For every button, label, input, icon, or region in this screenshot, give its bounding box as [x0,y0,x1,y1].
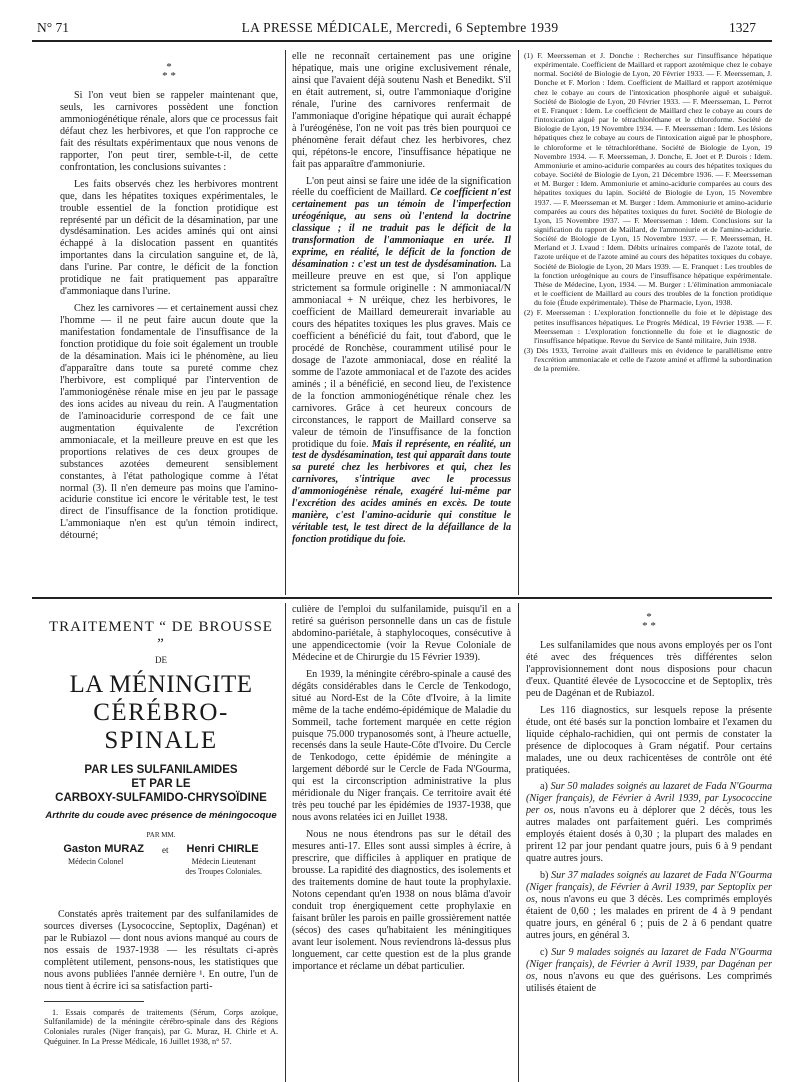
paragraph: Si l'on veut bien se rappeler maintenant que, seuls, les carnivores possèdent une fonction ammoniogénétique rénale, alors que ce processus fait défaut chez les herbivores, et que l'on rapproche ce fait des résultats expérimentaux que nous venons de rapporter, l'on peut tirer, semble-t-il, de cette confrontation, les conclusions suivantes : [60,90,278,173]
footnote [44,1008,278,1047]
top-column-3-references [524,51,772,596]
article-subtitle-arthritis: Arthrite du coude avec présence de méningocoque [45,810,277,821]
intro-paragraph: Constatés après traitement par des sulfanilamides de sources diverses (Lysococcine, Septoplix, Dagénan) et par le Rubiazol — dont nous avions manqué au cours de nos essais de 1937-1938 — les résultats ci-après complètent utilement, pensons-nous, les statistiques que nous avons publiées l'année dernière ¹. En outre, l'un de nous tient à écrire ici sa satisfaction parti- [44,909,278,992]
column-divider [518,603,519,1082]
intro-paragraph-wrap [44,909,278,993]
author-affiliations [68,857,262,876]
bottom-column-2 [292,604,511,1082]
article-title-line1: TRAITEMENT “ DE BROUSSE ” [49,619,273,652]
article-subtitle: CARBOXY-SULFAMIDO-CHRYSOÏDINE [55,792,267,804]
author-name: Henri CHIRLE [186,843,259,855]
article-subtitle: ET PAR LE [131,778,191,790]
case-a [526,781,772,865]
paragraph: Chez les carnivores — et certainement aussi chez l'homme — il ne peut faire aucun doute que la manifestation fondamentale de l'insuffisance de la fonction protidique du foie soit également un trouble de la désamination. Mais ici le phénomène, au lieu d'apparaître dans toute sa pureté comme chez l'herbivore, est compliqué par l'intervention de l'ammoniogénèse rénale mise en jeu par le passage des ions acides au niveau du rein. A l'augmentation de l'aminoacidurie correspond de ce fait une augmentation équivalente de l'excrétion ammoniacale, et la meilleure preuve en est que les proportions relatives de ces deux groupes de substances azotées demeurent sensiblement constantes, à l'état pathologique comme à l'état normal (3). Il n'en demeure pas moins que l'amino-acidurie constitue ici encore le véritable test, le test direct de l'insuffisance de la fonction protidique. L'ammoniaque n'en est qu'un témoin indirect, détourné; [60,303,278,542]
issue-number: N° 71 [37,20,70,35]
section-separator [32,597,772,599]
case-rest: nous n'avons eu que 3 décès. Les comprimés employés étaient de 0,60 ; les malades en prirent de 4 à 9 pendant quatre jours, en général 6 ; puis de 2 à 6 pendant quatre autres jours, en général 3. [526,894,772,941]
text-run: La meilleure preuve en est que, si l'on applique strictement sa formule originelle : N ammoniacal/N ammoniacal + N uréique, chez les herbivores, le coefficient de Maillard demeurerait invariable au cours des hépatites toxiques les plus graves. Mais ce coefficient a bénéficié du fait, tout d'abord, que le procédé de Ronchèse, couramment utilisé pour le dosage de l'azote ammoniacal, dose en réalité la somme de l'azote ammoniacal et de l'azote des acides aminés ; il a bénéficié, en second lieu, de l'existence de la fonction ammoniogénétique rénale chez les carnivores. Grâce à cet heureux concours de circonstances, le rapport de Maillard conserve sa valeur de témoin de l'insuffisance de la fonction protidique du foie. [292,259,511,450]
emphasis-run: Ce coefficient n'est certainement pas un témoin de l'imperfection uréogénique, au sens où l'entend la doctrine classique ; il ne traduit pas le déficit de la transformation de l'ammoniaque en urée. Il exprime, en réalité, le déficit de la fonction de désamination : c'est un test de dysdésamination. [292,187,511,271]
bottom-column-1 [44,612,278,1082]
reference-2: (2) F. Meersseman : L'exploration fonctionnelle du foie et le dépistage des petites insuffisances hépatiques. Le Progrès Médical, 19 Février 1938. — F. Meersseman : L'exploration fonctionnelle du foie et le diagnostic de l'insuffisance hépatique. Revue du Service de Santé militaire, Juin 1938. [524,308,772,345]
case-label: a) [540,781,551,793]
affiliation-line: Médecin Colonel [68,857,124,866]
column-divider [285,603,286,1082]
authors [44,843,278,855]
article-subtitle: PAR LES SULFANILAMIDES [84,764,238,776]
paragraph: Les faits observés chez les herbivores montrent que, dans les hépatites toxiques expérimentales, le trouble essentiel de la fonction protidique est représenté par un déficit de la désamination, par une dysdésamination. Les acides aminés qui ont ainsi échappé à la dislocation passent en quantités importantes dans la circulation sanguine et, de là, dans l'urine. Par contre, le déficit de la fonction protidique ne fait pratiquement pas apparaître d'ammoniaque dans l'urine. [60,178,278,298]
footnote-text: 1. Essais comparés de traitements (Sérum, Corps azoïque, Sulfanilamide) de la méningite cérébro-spinale dans des Régions Coloniales rurales (Niger français), par G. Muraz, H. Chirle et A. Quéguiner. In La Presse Médicale, 16 Juillet 1938, n° 57. [44,1007,278,1047]
affiliation-line: des Troupes Coloniales. [185,866,262,876]
paragraph: elle ne reconnaît certainement pas une origine hépatique, mais une origine exclusivement rénale, ainsi que l'avaient déjà soutenu Nash et Benedikt. S'il en était autrement, si, outre l'ammoniaque d'origine rénale, l'urine des carnivores renfermait de l'ammoniaque d'origine hépatique qui aurait échappé à l'uréogénèse, l'on ne voit pas très bien pourquoi ce phénomène ferait défaut chez les herbivores, chez qui, répétons-le encore, l'insuffisance hépatique ne fait pas apparaître d'ammoniurie. [292,51,511,170]
case-italic: Sur 50 malades soignés au lazaret de Fada N'Gourma (Niger français), de Février à Avril 1939, par Lysococcine per os, [526,781,772,817]
column-divider [285,50,286,595]
text-run: L'on peut ainsi se faire une idée de la signification réelle du coefficient de Maillard. [292,175,511,199]
paragraph: Les sulfanilamides que nous avons employés per os l'ont été avec des fréquences très différentes selon l'approvisionnement dont nous disposions pour chacun d'eux. Quantité élevée de Lysococcine et de Septoplix, très peu de Dagénan et de Rubiazol. [526,640,772,699]
author-name: Gaston MURAZ [63,843,145,855]
case-rest: nous n'avons eu à déplorer que 2 décès, tous les autres malades ont parfaitement guéri. Les comprimés employés étaient dosés à 0,30 ; la plupart des malades en prirent 12 par jour pendant quatre jours, puis 6 à 9 pendant quatre autres jours. [526,805,772,865]
article-title-line3: CÉRÉBRO-SPINALE [93,699,229,754]
page-header [0,0,800,40]
case-c [526,947,772,995]
section-stars: * * * [642,612,656,632]
article-title-de: DE [155,655,167,665]
affiliation [68,857,123,876]
case-italic: Sur 37 malades soignés au lazaret de Fada N'Gourma (Niger français), de Février à Avril 1939, par Septoplix per os, [526,870,772,906]
author-separator: et [162,845,169,855]
footnote-rule [44,1001,144,1002]
journal-title: LA PRESSE MÉDICALE, Mercredi, 6 Septembre 1939 [241,20,559,35]
affiliation-line: Médecin Lieutenant [191,857,256,866]
paragraph: culière de l'emploi du sulfanilamide, puisqu'il en a retiré sa guérison personnelle dans un cas de fistule abdomino-pariétale, à staphylocoques, consécutive à une appendicectomie (voir la Revue Coloniale de Médecine et de Chirurgie du 15 Février 1939). [292,604,511,663]
bottom-column-3 [526,612,772,1082]
paragraph: Les 116 diagnostics, sur lesquels repose la présente étude, ont été basés sur la ponction lombaire et l'examen du liquide céphalo-rachidien, qui ont permis de constater la présence de diplocoques à Gram négatif. Pour certains malades, une ou deux rachicentèses de contrôle ont été pratiquées. [526,704,772,776]
article-title-line2: LA MÉNINGITE [69,671,253,698]
article-title-block [44,619,278,876]
column-divider [518,50,519,595]
reference-1: (1) F. Meersseman et J. Donche : Recherches sur l'insuffisance hépatique expérimentale. Coefficient de Maillard et rapport azotémique chez le cobaye normal. Société de Biologie de Lyon, 20 Février 1933. — F. Meersseman, J. Donche et F. Morlon : Idem. Coefficient de Maillard et rapport azotémique chez le cobaye au cours de l'intoxication phosphorée aiguë et subaiguë. Société de Biologie de Lyon, 20 Février 1933. — F. Meersseman, L. Perrot et E. Franquet : Idem. Le coefficient de Maillard chez le cobaye au cours de l'intoxication aiguë par le tétrachloréthane et le chloroforme. Société de Biologie de Lyon, 19 Novembre 1934. — F. Meersseman : Idem. Les lésions hépatiques chez le cobaye au cours de l'intoxication aiguë par le phosphore, le chloroforme et le tétrachloréthane. Société de Biologie de Lyon, 19 Novembre 1934. — F. Meersseman, J. Donche, E. Joet et P. Durois : Idem. Ammoniurie et amino-acidurie comparées au cours des hépatites toxiques du cobaye. Société de Biologie de Lyon, 21 Décembre 1936. — F. Meersseman et M. Burger : Idem. Ammoniurie et amino-acidurie comparées au cours des hépatites toxiques du lapin. Société de Biologie de Lyon, 15 Novembre 1937. — F. Meersseman et M. Burger : Idem. Ammoniurie et amino-acidurie comparées au cours des hépatites toxiques du furet. Société de Biologie de Lyon, 15 Novembre 1937. — F. Meersseman : Idem. Conclusions sur la signification du rapport de Maillard, de l'ammoniurie et de l'amino-acidurie. Société de Biologie de Lyon, 15 Novembre 1937. — F. Meersseman, H. Merland et J. Lvaud : Idem. Débits urinaires comparés de l'azote total, de l'azote uréique et de l'azote aminé au cours des hépatites toxiques du cobaye. Société de Biologie de Lyon, 20 Mars 1939. — E. Franquet : Les troubles de la fonction uréogénique au cours de l'insuffisance hépatique expérimentale. Thèse de Médecine, Lyon, 1934. — M. Burger : L'élimination ammoniacale et le coefficient de Maillard au cours des troubles de la fonction protidique du foie (Étude expérimentale). Thèse de Pharmacie, Lyon, 1938. [524,51,772,308]
top-column-2 [292,51,511,591]
emphasis-run: Mais il représente, en réalité, un test de dysdésamination, test qui apparaît dans toute sa pureté chez les herbivores et qui, chez les carnivores, s'intrique avec le processus d'ammoniogénèse rénale, exagéré lui-même par l'excrétion des acides aminés en excès. De toute manière, c'est l'amino-acidurie qui constitue le véritable test, le test direct de la défaillance de la fonction protidique du foie. [292,438,511,546]
paragraph: En 1939, la méningite cérébro-spinale a causé des dégâts considérables dans le Cercle de Tenkodogo, situé au Nord-Est de la Côte d'Ivoire, à la limite même de la tache endémo-épidémique de Maladie du Sommeil, tache fortement marquée en cette région puisque 75.000 trypanosomés sont, à l'heure actuelle, recensés dans la seule Haute-Côte d'Ivoire. Du Cercle de Tenkodogo, cette épidémie de méningite a largement débordé sur le Cercle de Fada N'Gourma, qui est la circonscription administrative la plus méridionale du Niger français. Ce territoire avait été très peu touché par les épidémies de 1937-1938, que nous avons relatées ici en Juillet 1938. [292,668,511,824]
case-rest: nous n'avons eu que des guérisons. Les comprimés utilisés étaient de [526,970,772,994]
paragraph [292,176,511,547]
section-stars: * * * [162,62,176,82]
case-b [526,870,772,942]
affiliation [185,857,262,876]
case-label: b) [540,870,552,882]
par-mm: PAR MM. [146,831,176,839]
case-label: c) [540,946,552,958]
paragraph: Nous ne nous étendrons pas sur le détail des mesures anti-17. Elles sont aussi simples à écrire, à prescrire, que difficiles à appliquer en pratique de brousse. La rapidité des diagnostics, des isolements et des traitements domine de haut toute la prophylaxie. Notons cependant qu'en 1938 on nous blâma d'avoir conduit trop énergiquement cette prophylaxie en faisant brûler les parois en paille grossièrement nattée (sécos) des cases qu'habitaient les méningitiques avant leur isolement. Nous reviendrons là-dessus plus longuement, car cette question est de la plus grande importance et réclame un débat particulier. [292,829,511,972]
header-rule [32,40,772,42]
page-number: 1327 [729,20,756,35]
top-column-1 [60,62,278,590]
case-italic: Sur 9 malades soignés au lazaret de Fada N'Gourma (Niger français), de Février à Avril 1939, par Dagénan per os, [526,946,772,982]
reference-3: (3) Dès 1933, Terroine avait d'ailleurs mis en évidence le parallélisme entre l'excrétion ammoniacale et celle de l'azote aminé et affirmé la subordination de la première. [524,346,772,374]
